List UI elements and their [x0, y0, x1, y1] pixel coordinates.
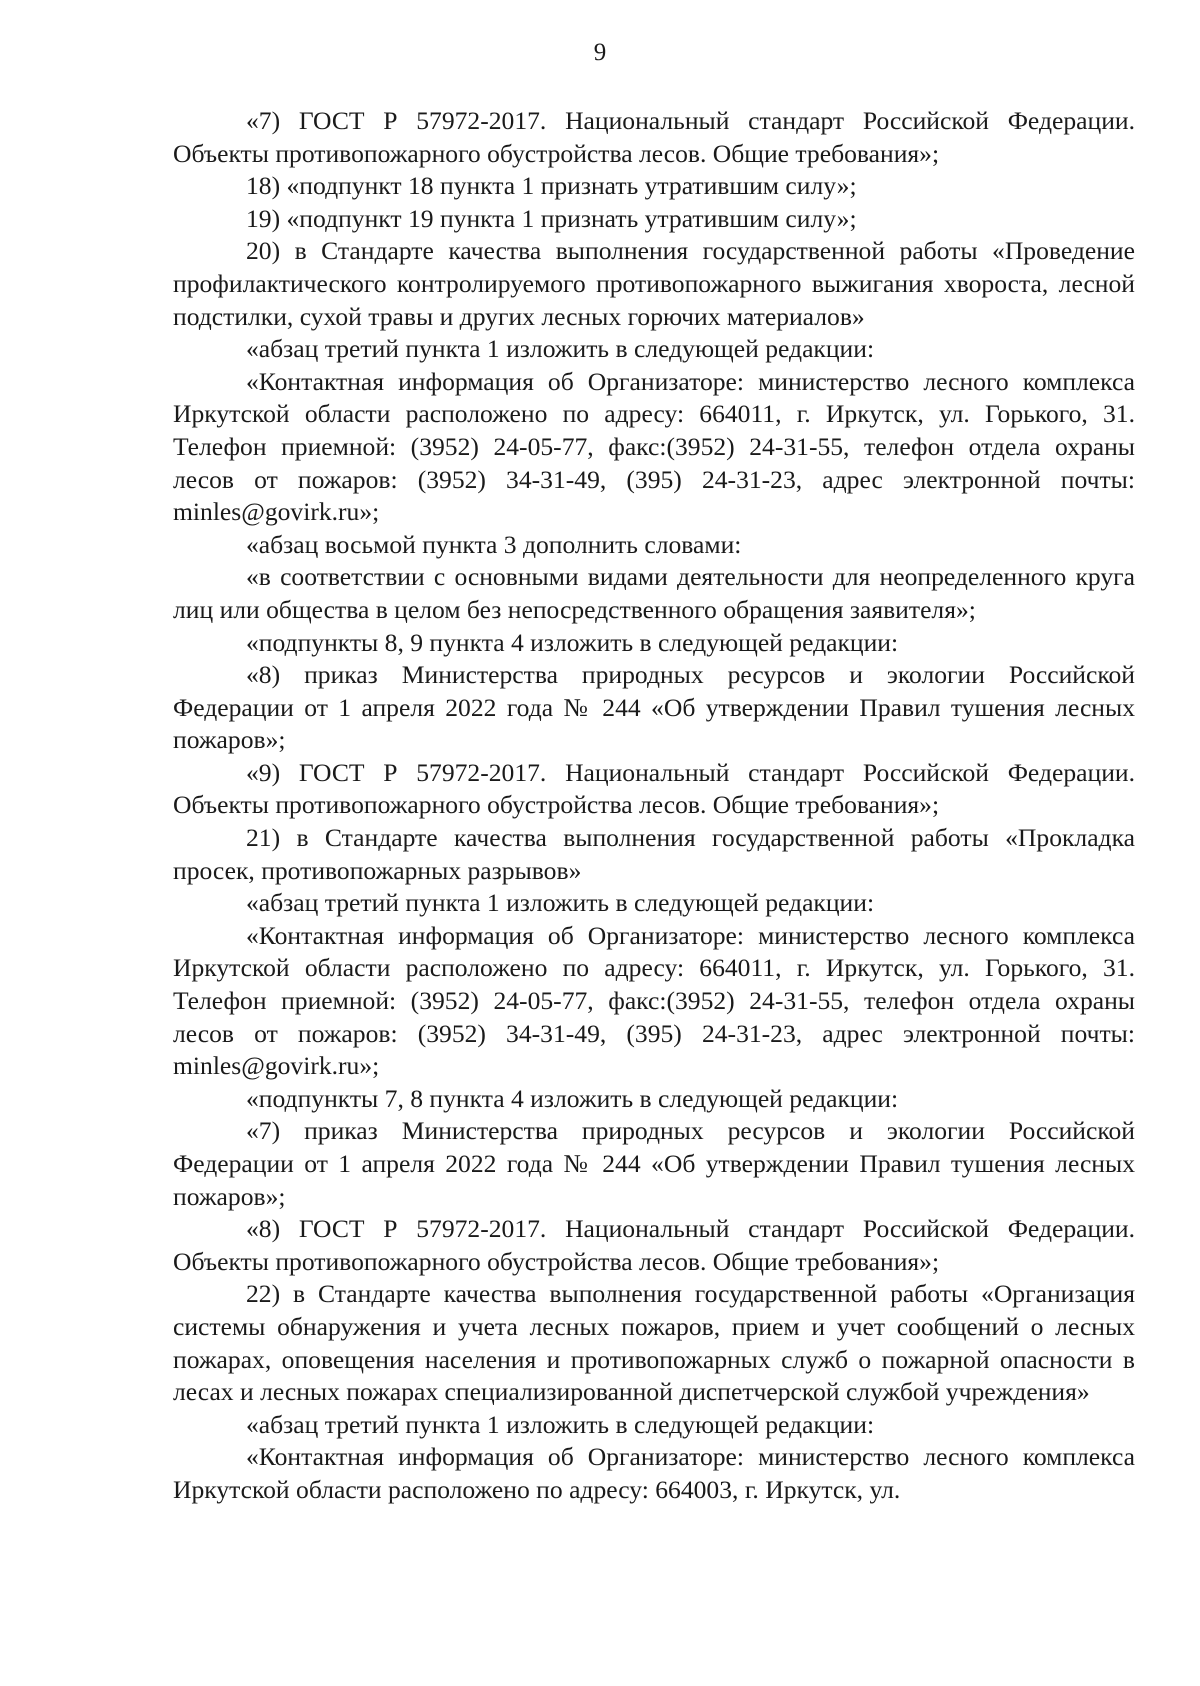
document-body [173, 105, 1135, 1507]
paragraph-item-19: 19) «подпункт 19 пункта 1 признать утратившим силу»; [246, 203, 857, 233]
paragraph-item-22: 22) в Стандарте качества выполнения государственной работы «Организация системы обнаружения и учета лесных пожаров, прием и учет сообщений о лесных пожарах, оповещения населения и противопожарных служб о пожарной опасности в лесах и лесных пожарах специализированной диспетчерской службой учреждения» [173, 1279, 1135, 1407]
paragraph-item-20: 20) в Стандарте качества выполнения государственной работы «Проведение профилактического контролируемого противопожарного выжигания хвороста, лесной подстилки, сухой травы и других лесных горючих материалов» [173, 236, 1135, 331]
paragraph-order-item-7: «7) приказ Министерства природных ресурсов и экологии Российской Федерации от 1 апреля 2022 года № 244 «Об утверждении Правил тушения лесных пожаров»; [173, 1116, 1135, 1211]
paragraph-contact-info-3: «Контактная информация об Организаторе: министерство лесного комплекса Иркутской области расположено по адресу: 664003, г. Иркутск, ул. [173, 1442, 1135, 1504]
paragraph-gost-item-8: «8) ГОСТ Р 57972-2017. Национальный стандарт Российской Федерации. Объекты противопожарного обустройства лесов. Общие требования»; [173, 1214, 1135, 1276]
paragraph-clause-3-heading-2: «абзац третий пункта 1 изложить в следующей редакции: [246, 888, 875, 918]
paragraph-contact-info: «Контактная информация об Организаторе: министерство лесного комплекса Иркутской области расположено по адресу: 664011, г. Иркутск, ул. Горького, 31. Телефон приемной: (3952) 24-05-77, факс:(3952) 24-31-55, телефон отдела охраны лесов от пожаров: (3952) 34-31-49, (395) 24-31-23, адрес электронной почты: minles@govirk.ru»; [173, 366, 1135, 527]
paragraph-item-18: 18) «подпункт 18 пункта 1 признать утратившим силу»; [246, 171, 857, 201]
paragraph-order-item-8: «8) приказ Министерства природных ресурсов и экологии Российской Федерации от 1 апреля 2022 года № 244 «Об утверждении Правил тушения лесных пожаров»; [173, 660, 1135, 755]
paragraph-subclauses-8-9-heading: «подпункты 8, 9 пункта 4 изложить в следующей редакции: [246, 627, 899, 657]
paragraph-clause-3-heading: «абзац третий пункта 1 изложить в следующей редакции: [246, 334, 875, 364]
paragraph-item-21: 21) в Стандарте качества выполнения государственной работы «Прокладка просек, противопожарных разрывов» [173, 823, 1135, 885]
page-number: 9 [593, 39, 607, 66]
paragraph-gost-item-7: «7) ГОСТ Р 57972-2017. Национальный стандарт Российской Федерации. Объекты противопожарного обустройства лесов. Общие требования»; [173, 106, 1135, 168]
paragraph-clause-8-heading: «абзац восьмой пункта 3 дополнить словами: [246, 529, 742, 559]
paragraph-clause-3-heading-3: «абзац третий пункта 1 изложить в следующей редакции: [246, 1409, 875, 1439]
paragraph-gost-item-9: «9) ГОСТ Р 57972-2017. Национальный стандарт Российской Федерации. Объекты противопожарного обустройства лесов. Общие требования»; [173, 757, 1135, 820]
paragraph-contact-info-2: «Контактная информация об Организаторе: министерство лесного комплекса Иркутской области расположено по адресу: 664011, г. Иркутск, ул. Горького, 31. Телефон приемной: (3952) 24-05-77, факс:(3952) 24-31-55, телефон отдела охраны лесов от пожаров: (3952) 34-31-49, (395) 24-31-23, адрес электронной почты: minles@govirk.ru»; [173, 920, 1135, 1081]
paragraph-clause-8-text: «в соответствии с основными видами деятельности для неопределенного круга лиц или общества в целом без непосредственного обращения заявителя»; [173, 562, 1135, 624]
paragraph-subclauses-7-8-heading: «подпункты 7, 8 пункта 4 изложить в следующей редакции: [246, 1083, 899, 1113]
